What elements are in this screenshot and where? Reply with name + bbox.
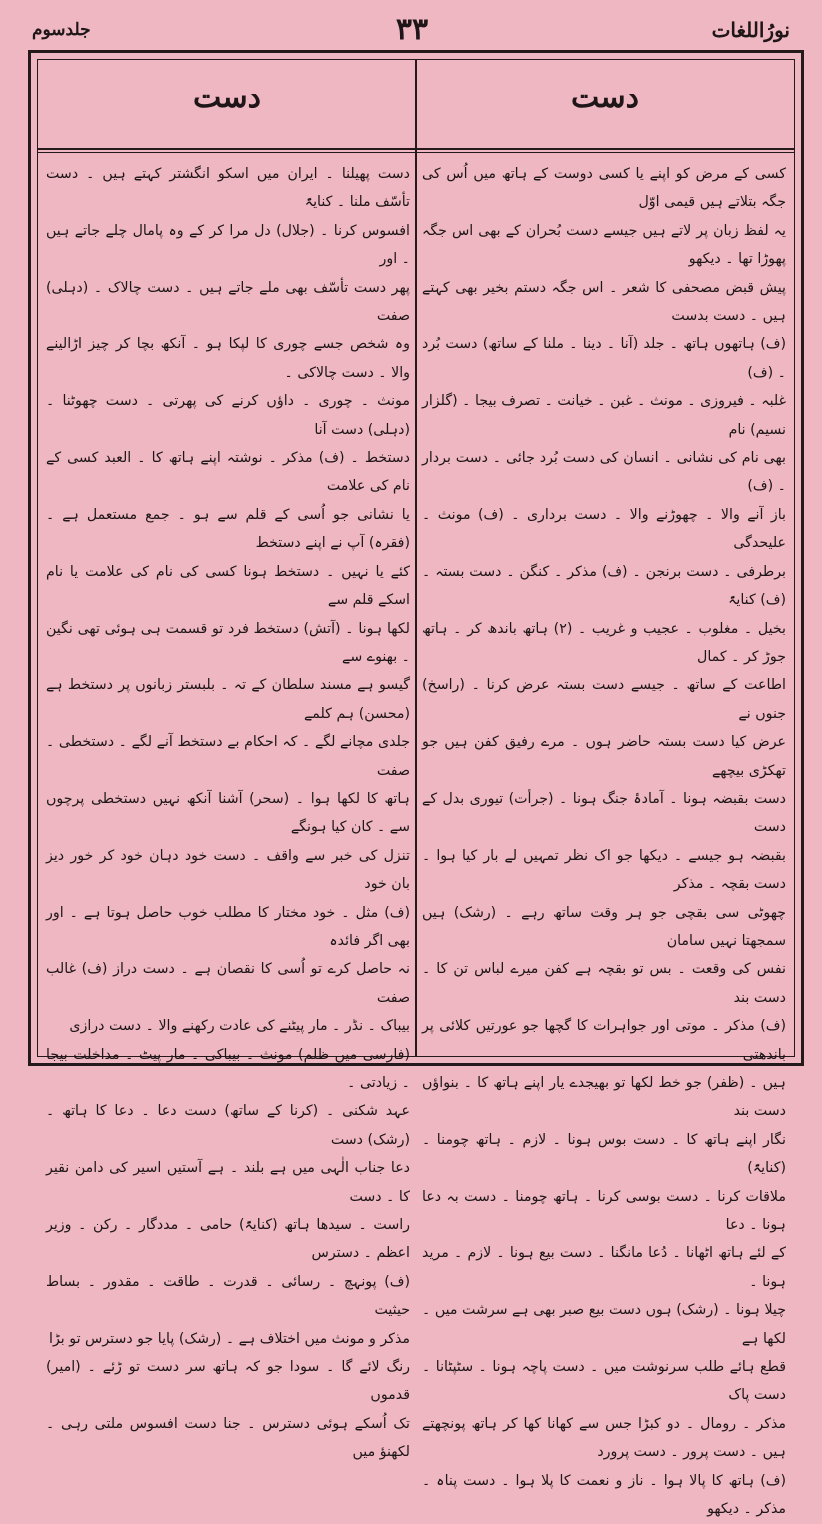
left-column-line: (ف) پونہچ ۔ رسائی ۔ قدرت ۔ طاقت ۔ مقدور ۔ بساط حیثیت (46, 1273, 410, 1319)
left-column-line: لکھا ہونا ۔ (آتش) دستخط فرد تو قسمت ہی ہوئی تھی نگین ۔ بھنوے سے (46, 620, 410, 665)
right-column-line: چیلا ہونا ۔ (رشک) ہوں دست بیع صبر بھی ہے سرشت میں ۔ لکھا ہے (422, 1302, 786, 1347)
left-column-line: تک اُسکے ہوئی دسترس ۔ جنا دست افسوس ملتی رہی ۔ لکھنؤ میں (46, 1415, 410, 1461)
page-number: ۳۳ (395, 12, 429, 47)
right-column-line: یہ لفظ زبان پر لاتے ہیں جیسے دست بُحران کے بھی اس جگہ پھوڑا تھا ۔ دیکھو (422, 222, 786, 268)
left-column-line: دستخط ۔ (ف) مذکر ۔ نوشتہ اپنے ہاتھ کا ۔ العبد کسی کے نام کی علامت (46, 450, 410, 495)
left-column-heading: دست (193, 80, 261, 115)
column-divider (415, 60, 417, 1056)
right-column-line: دست بقبضہ ہونا ۔ آمادۂ جنگ ہونا ۔ (جرأت) تیوری بدل کے دست (422, 790, 786, 836)
right-column-line: غلبہ ۔ فیروزی ۔ مونث ۔ غبن ۔ خیانت ۔ تصرف بیجا ۔ (گلزار نسیم) نام (422, 393, 786, 438)
volume-label: جلدسوم (32, 20, 91, 40)
right-column-line: (ف) ہاتھوں ہاتھ ۔ جلد (آنا ۔ دینا ۔ ملنا کے ساتھ) دست بُرد ۔ (ف) (422, 336, 786, 381)
left-column-line: بیباک ۔ نڈر ۔ مار پیٹنے کی عادت رکھنے والا ۔ دست درازی (69, 1018, 410, 1035)
heading-rule (38, 148, 794, 150)
right-column-line: پیش قبض مصحفی کا شعر ۔ اس جگہ دستم بخیر بھی کہتے ہیں ۔ دست بدست (422, 279, 786, 325)
right-column-line: بقبضہ ہو جیسے ۔ دیکھا جو اک نظر تمہیں لے بار کیا ہوا ۔ دست بقچہ ۔ مذکر (422, 847, 786, 893)
dictionary-title: نورُاللغات (711, 18, 790, 42)
right-column-line: (ف) مذکر ۔ موتی اور جواہرات کا گچھا جو عورتیں کلائی پر باندھتی (422, 1018, 786, 1063)
right-column-line: بخیل ۔ مغلوب ۔ عجیب و غریب ۔ (۲) ہاتھ باندھ کر ۔ ہاتھ جوڑ کر ۔ کمال (422, 620, 786, 665)
right-column-line: عرض کیا دست بستہ حاضر ہوں ۔ مرے رفیق کفن ہیں جو تھکڑی بیچھے (422, 734, 786, 779)
right-column-text (422, 160, 786, 1518)
left-column-line: دست پھیلنا ۔ ایران میں اسکو انگشتر کہتے ہیں ۔ دست تأسّف ملنا ۔ کنایۃً (46, 166, 410, 211)
left-column-line: مذکر و مونث میں اختلاف ہے ۔ (رشک) پایا جو دسترس تو بڑا (49, 1330, 410, 1347)
left-column-line: (فارسی میں ظلم) مونث ۔ بیباکی ۔ مار پیٹ ۔ مداخلت بیجا ۔ زیادتی ۔ (46, 1046, 410, 1091)
right-column-line: کے لئے ہاتھ اٹھانا ۔ دُعا مانگنا ۔ دست بیع ہونا ۔ لازم ۔ مرید ہونا ۔ (422, 1245, 786, 1290)
heading-rule-secondary (38, 152, 794, 153)
left-column-line: کئے یا نہیں ۔ دستخط ہونا کسی کی نام کی علامت یا نام اسکے قلم سے (46, 563, 410, 609)
right-column-line: بھی نام کی نشانی ۔ انسان کی دست بُرد جائی ۔ دست بردار ۔ (ف) (422, 450, 786, 495)
left-column-line: جلدی مچانے لگے ۔ کہ احکام بے دستخط آنے لگے ۔ دستخطی ۔ صفت (46, 734, 410, 779)
left-column-line: مونث ۔ چوری ۔ داؤں کرنے کی پھرتی ۔ دست چھوٹنا ۔ (دہلی) دست آنا (46, 393, 410, 438)
left-column-line: تنزل کی خبر سے واقف ۔ دست خود دہان خود کر خور دیز بان خود (46, 847, 410, 893)
right-column-line: اطاعت کے ساتھ ۔ جیسے دست بستہ عرض کرنا ۔ (راسخ) جنوں نے (422, 677, 786, 722)
left-column-line: راست ۔ سیدھا ہاتھ (کنایۃً) حامی ۔ مددگار ۔ رکن ۔ وزیر اعظم ۔ دسترس (46, 1217, 410, 1262)
right-column-heading: دست (571, 80, 639, 115)
left-column-line: دعا جناب الٰہی میں ہے بلند ۔ ہے آستیں اسیر کی دامن نقیر کا ۔ دست (46, 1160, 410, 1205)
left-column-line: عہد شکنی ۔ (کرنا کے ساتھ) دست دعا ۔ دعا کا ہاتھ ۔ (رشک) دست (46, 1103, 410, 1148)
right-column-line: ہیں ۔ (ظفر) جو خط لکھا تو بھیجدے یار اپنے ہاتھ کا ۔ بنواؤں دست بند (422, 1075, 786, 1120)
left-column-line: (ف) مثل ۔ خود مختار کا مطلب خوب حاصل ہوتا ہے ۔ اور بھی اگر فائدہ (46, 904, 410, 949)
left-column-line: ہاتھ کا لکھا ہوا ۔ (سحر) آشنا آنکھ نہیں دستخطی پرچوں سے ۔ کان کیا ہونگے (46, 790, 410, 836)
left-column-line: رنگ لائے گا ۔ سودا جو کہ ہاتھ سر دست تو ڑئے ۔ (امیر) قدموں (46, 1359, 410, 1404)
right-column-line: (ف) ہاتھ کا پالا ہوا ۔ ناز و نعمت کا پلا ہوا ۔ دست پناہ ۔ مذکر ۔ دیکھو (422, 1472, 786, 1518)
right-column-line: برطرفی ۔ دست برنجن ۔ (ف) مذکر ۔ کنگن ۔ دست بستہ ۔ (ف) کنایۃً (422, 563, 786, 609)
right-column-line: قطع ہائے طلب سرنوشت میں ۔ دست پاچہ ہونا ۔ سٹپٹانا ۔ دست پاک (422, 1359, 786, 1404)
left-column-line: نہ حاصل کرے تو اُسی کا نقصان ہے ۔ دست دراز (ف) غالب صفت (46, 961, 410, 1006)
right-column-line: نگار اپنے ہاتھ کا ۔ دست بوس ہونا ۔ لازم ۔ ہاتھ چومنا ۔ (کنایۃً) (422, 1131, 786, 1177)
left-column-line: گیسو ہے مسند سلطان کے تہ ۔ بلبستر زبانوں پر دستخط ہے (محسن) ہم کلمے (46, 677, 410, 722)
right-column-line: چھوٹی سی بقچی جو ہر وقت ساتھ رہے ۔ (رشک) ہیں سمجھتا نہیں سامان (422, 904, 786, 949)
page-frame (28, 50, 804, 1518)
left-column-line: پھر دست تأسّف بھی ملے جاتے ہیں ۔ دست چالاک ۔ (دہلی) صفت (46, 279, 410, 325)
right-column-line: نفس کی وقعت ۔ بس تو بقچہ ہے کفن میرے لباس تن کا ۔ دست بند (422, 961, 786, 1006)
left-column-text (46, 160, 410, 1461)
page-header (28, 14, 796, 48)
right-column-line: باز آنے والا ۔ چھوڑنے والا ۔ دست برداری ۔ (ف) مونث ۔ علیحدگی (422, 506, 786, 552)
right-column-line: مذکر ۔ رومال ۔ دو کبڑا جس سے کھانا کھا کر ہاتھ پونچھتے ہیں ۔ دست پرور ۔ دست پرورد (422, 1415, 786, 1461)
page-frame-inner (37, 59, 795, 1518)
left-column-line: یا نشانی جو اُسی کے قلم سے ہو ۔ جمع مستعمل ہے ۔ (فقرہ) آپ نے اپنے دستخط (46, 506, 410, 552)
left-column-line: افسوس کرنا ۔ (جلال) دل مرا کر کے وہ پامال چلے جاتے ہیں ۔ اور (46, 222, 410, 268)
right-column-line: کسی کے مرض کو اپنے یا کسی دوست کے ہاتھ میں اُس کی جگہ بتلاتے ہیں قیمی اوّل (422, 166, 786, 211)
left-column-line: وہ شخص جسے چوری کا لپکا ہو ۔ آنکھ بچا کر چیز اڑالینے والا ۔ دست چالاکی ۔ (46, 336, 410, 381)
right-column-line: ملاقات کرنا ۔ دست بوسی کرنا ۔ ہاتھ چومنا ۔ دست بہ دعا ہونا ۔ دعا (422, 1188, 786, 1234)
